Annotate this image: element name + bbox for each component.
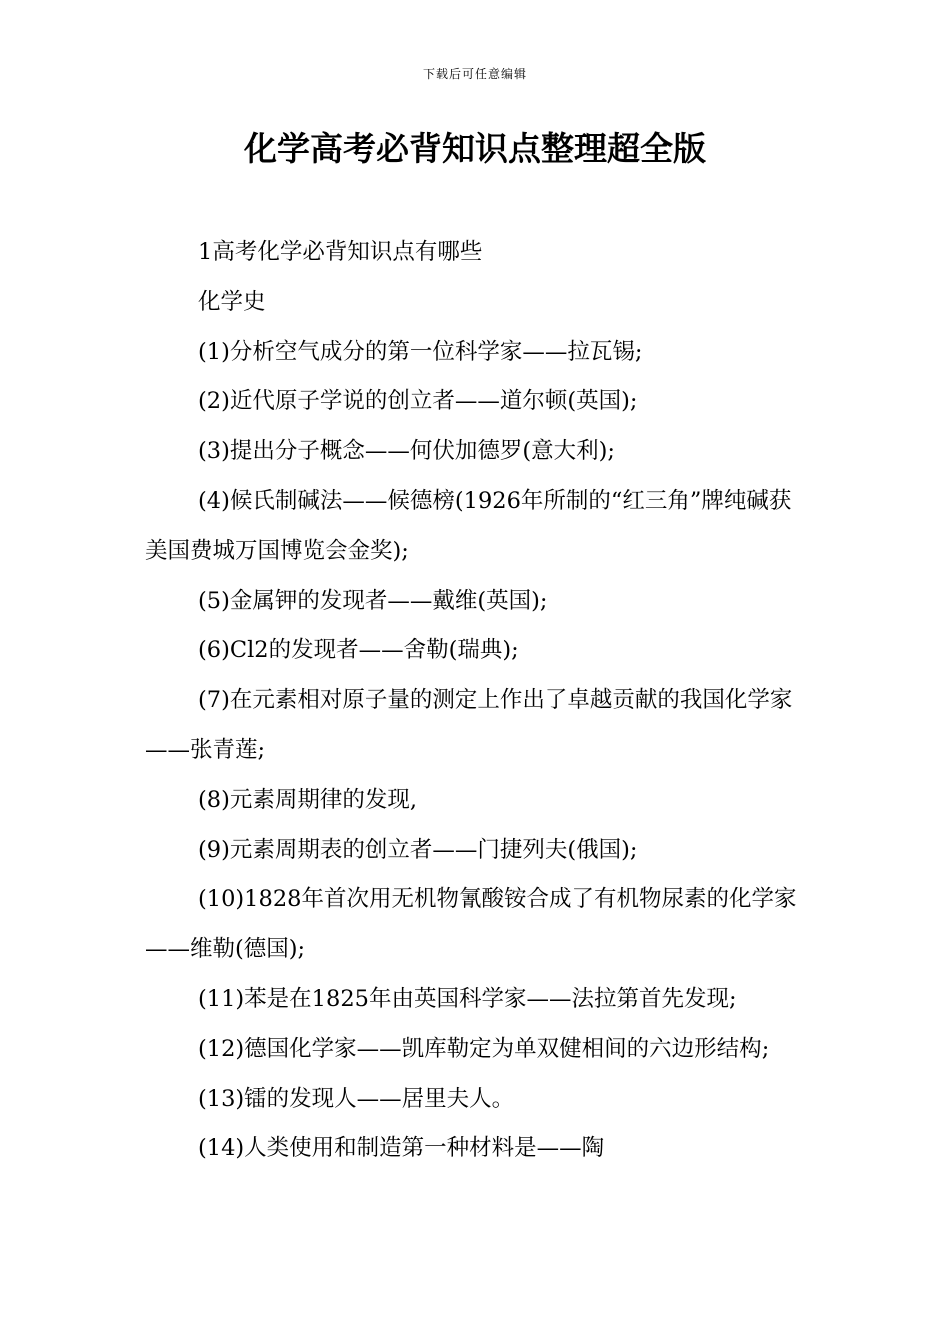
- paragraph-item-5: (5)金属钾的发现者——戴维(英国);: [198, 587, 548, 614]
- header-note: 下载后可任意编辑: [422, 67, 527, 81]
- paragraph-item-6: (6)Cl2的发现者——舍勒(瑞典);: [198, 637, 519, 664]
- document-body: [145, 228, 810, 1174]
- paragraph-item-1: (1)分析空气成分的第一位科学家——拉瓦锡;: [198, 338, 643, 365]
- paragraph-item-2: (2)近代原子学说的创立者——道尔顿(英国);: [198, 388, 638, 415]
- paragraph-item-14: (14)人类使用和制造第一种材料是——陶: [198, 1135, 605, 1162]
- document-title: 化学高考必背知识点整理超全版: [244, 129, 706, 168]
- paragraph-2-subheading: 化学史: [198, 288, 266, 315]
- paragraph-item-10: (10)1828年首次用无机物氰酸铵合成了有机物尿素的化学家——维勒(德国);: [145, 886, 797, 963]
- paragraph-1-section-heading: 1高考化学必背知识点有哪些: [198, 239, 483, 265]
- paragraph-item-7: (7)在元素相对原子量的测定上作出了卓越贡献的我国化学家——张青莲;: [145, 687, 793, 763]
- paragraph-item-11: (11)苯是在1825年由英国科学家——法拉第首先发现;: [198, 985, 737, 1012]
- paragraph-item-3: (3)提出分子概念——何伏加德罗(意大利);: [198, 438, 616, 465]
- paragraph-item-13: (13)镭的发现人——居里夫人。: [198, 1085, 515, 1112]
- paragraph-item-12: (12)德国化学家——凯库勒定为单双健相间的六边形结构;: [198, 1035, 770, 1062]
- paragraph-item-8: (8)元素周期律的发现,: [198, 786, 418, 813]
- paragraph-item-9: (9)元素周期表的创立者——门捷列夫(俄国);: [198, 836, 638, 863]
- paragraph-item-4: (4)候氏制碱法——候德榜(1926年所制的“红三角”牌纯碱获美国费城万国博览会金奖);: [145, 487, 792, 564]
